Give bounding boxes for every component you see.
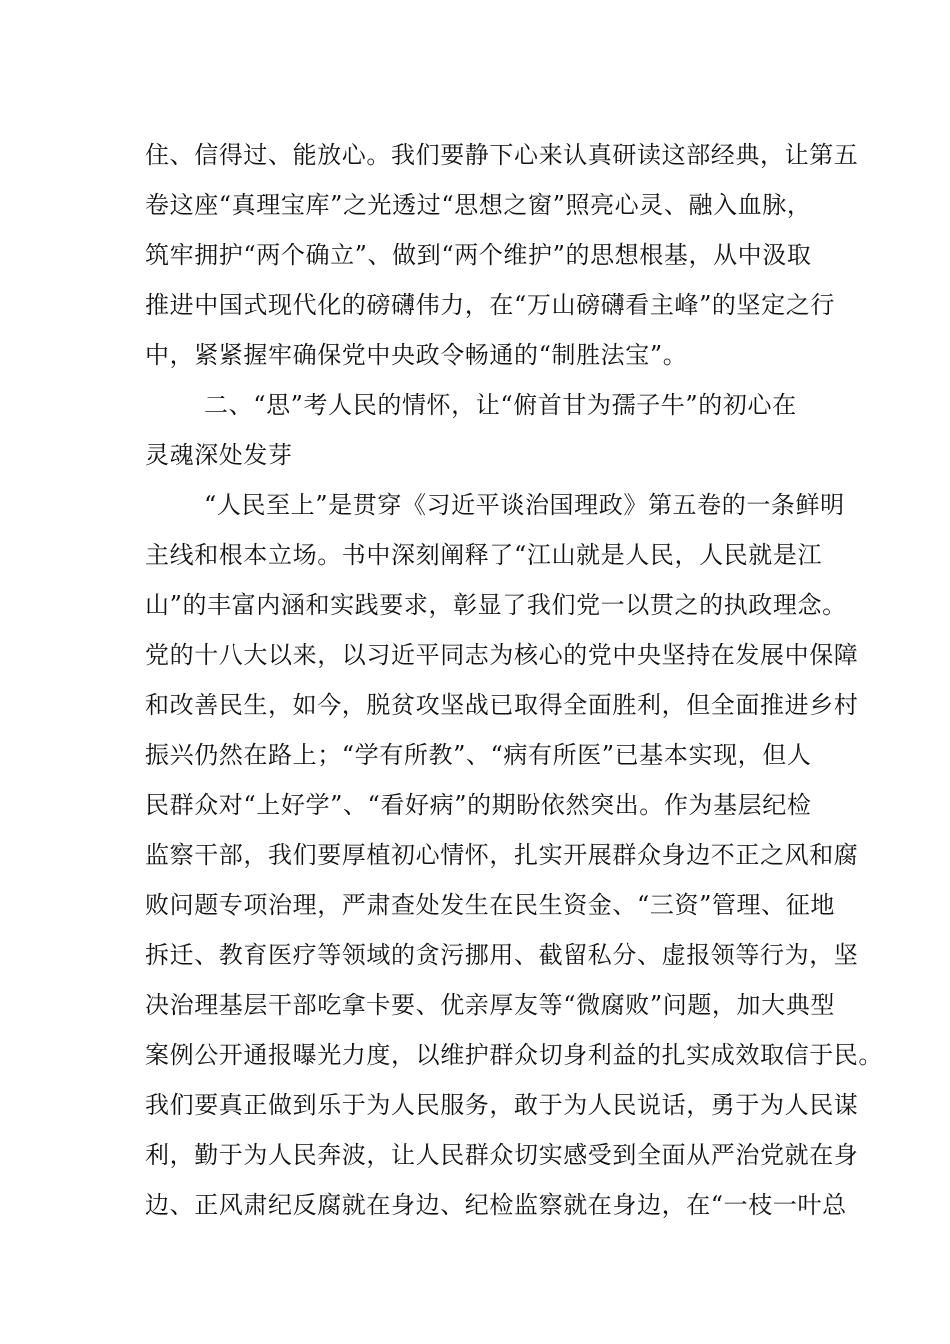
text-line: 振兴仍然在路上；“学有所教”、“病有所医”已基本实现，但人	[145, 741, 812, 769]
text-line: 筑牢拥护“两个确立”、做到“两个维护”的思想根基，从中汲取	[145, 241, 812, 269]
text-line: 党的十八大以来，以习近平同志为核心的党中央坚持在发展中保障	[145, 641, 859, 669]
text-line: 案例公开通报曝光力度，以维护群众切身利益的扎实成效取信于民。	[145, 1041, 883, 1069]
text-line: 决治理基层干部吃拿卡要、优亲厚友等“微腐败”问题，加大典型	[145, 991, 835, 1019]
text-line: 中，紧紧握牢确保党中央政令畅通的“制胜法宝”。	[145, 341, 688, 369]
text-line: 推进中国式现代化的磅礴伟力，在“万山磅礴看主峰”的坚定之行	[145, 291, 835, 319]
text-line: 我们要真正做到乐于为人民服务，敢于为人民说话，勇于为人民谋	[145, 1091, 859, 1119]
text-line: 山”的丰富内涵和实践要求，彰显了我们党一以贯之的执政理念。	[145, 591, 847, 619]
text-line: 利，勤于为人民奔波，让人民群众切实感受到全面从严治党就在身	[145, 1141, 859, 1169]
section-heading-line: 灵魂深处发芽	[145, 441, 293, 469]
text-line: 败问题专项治理，严肃查处发生在民生资金、“三资”管理、征地	[145, 891, 835, 919]
text-line: 民群众对“上好学”、“看好病”的期盼依然突出。作为基层纪检	[145, 791, 812, 819]
text-line: “人民至上”是贯穿《习近平谈治国理政》第五卷的一条鲜明	[204, 491, 845, 519]
text-line: 和改善民生，如今，脱贫攻坚战已取得全面胜利，但全面推进乡村	[145, 691, 859, 719]
text-line: 卷这座“真理宝库”之光透过“思想之窗”照亮心灵、融入血脉，	[145, 191, 812, 219]
text-line: 拆迁、教育医疗等领域的贪污挪用、截留私分、虚报领等行为，坚	[145, 941, 859, 969]
text-line: 边、正风肃纪反腐就在身边、纪检监察就在身边，在“一枝一叶总	[145, 1191, 847, 1219]
text-line: 监察干部，我们要厚植初心情怀，扎实开展群众身边不正之风和腐	[145, 841, 859, 869]
text-line: 住、信得过、能放心。我们要静下心来认真研读这部经典，让第五	[145, 141, 859, 169]
text-line: 主线和根本立场。书中深刻阐释了“江山就是人民，人民就是江	[145, 541, 823, 569]
section-heading-line: 二、“思”考人民的情怀，让“俯首甘为孺子牛”的初心在	[204, 391, 797, 419]
